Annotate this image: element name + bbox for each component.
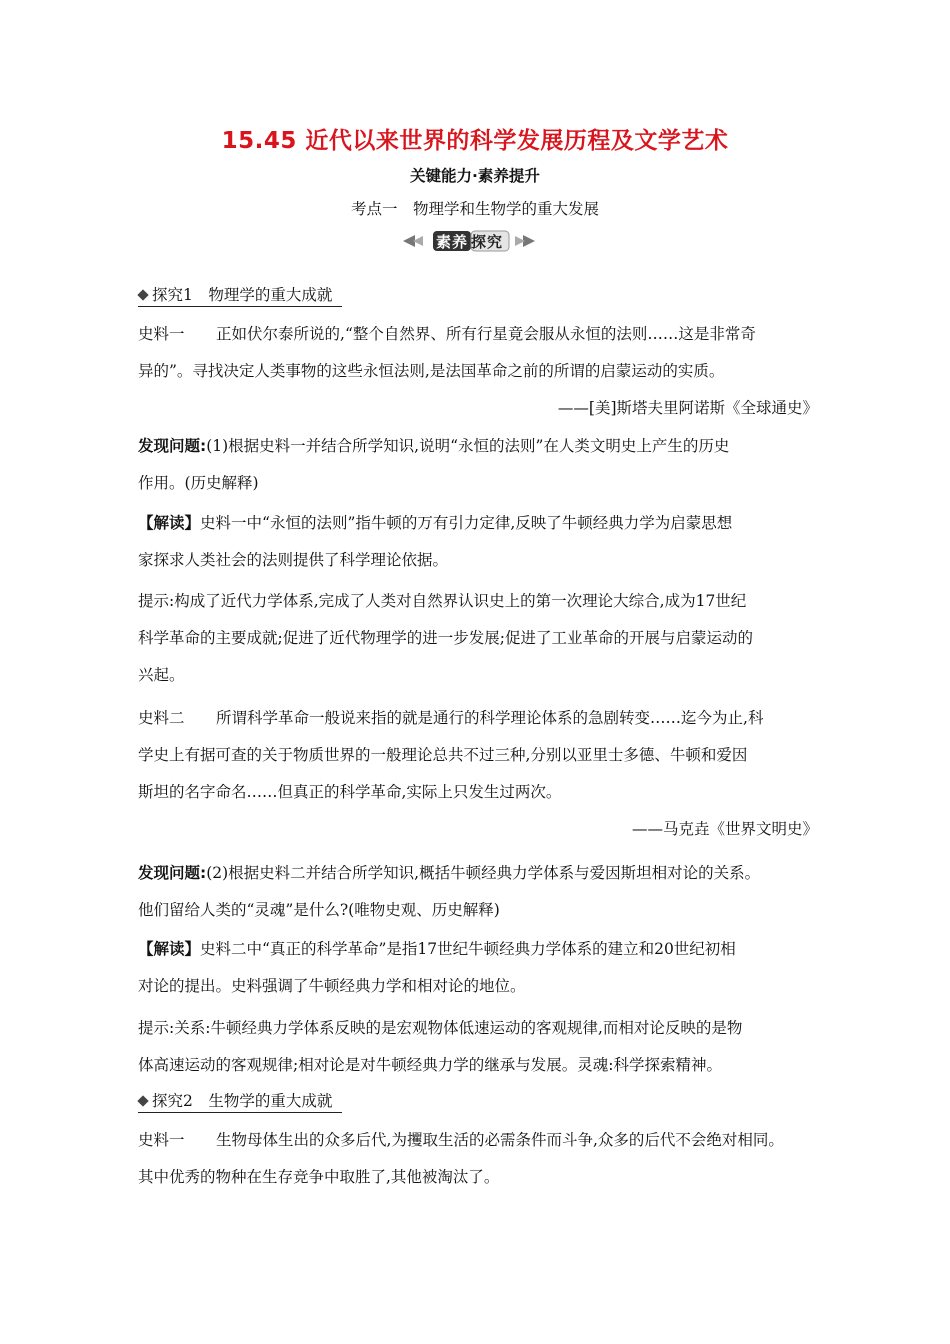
question-2: 发现问题:(2)根据史料二并结合所学知识,概括牛顿经典力学体系与爱因斯坦相对论的关系。 他们留给人类的“灵魂”是什么?(唯物史观、历史解释) xyxy=(138,864,761,919)
section-banner xyxy=(403,229,535,253)
source-1: 史料一 正如伏尔泰所说的,“整个自然界、所有行星竟会服从永恒的法则……这是非常奇 异的”。寻找决定人类事物的这些永恒法则,是法国革命之前的所谓的启蒙运动的实质。 ——[美]斯塔夫里阿诺斯《全球通史》 xyxy=(138,316,818,427)
hint-2: 提示:关系:牛顿经典力学体系反映的是宏观物体低速运动的客观规律,而相对论反映的是物 体高速运动的客观规律;相对论是对牛顿经典力学的继承与发展。灵魂:科学探索精神。 xyxy=(138,1019,743,1074)
banner-text xyxy=(436,231,503,252)
analysis-2: 【解读】史料二中“真正的科学革命”是指17世纪牛顿经典力学体系的建立和20世纪初相 对论的提出。史料强调了牛顿经典力学和相对论的地位。 xyxy=(138,940,736,995)
page-title: 15.45 近代以来世界的科学发展历程及文学艺术 xyxy=(221,128,729,154)
diamond-bullet-icon xyxy=(137,289,148,300)
section-heading-1: 探究1 物理学的重大成就 xyxy=(138,284,342,307)
question-1: 发现问题:(1)根据史料一并结合所学知识,说明“永恒的法则”在人类文明史上产生的历史 作用。(历史解释) xyxy=(138,437,730,492)
banner-left: 素养 xyxy=(436,233,469,251)
banner-right: 探究 xyxy=(471,233,504,251)
topic-heading: 考点一 物理学和生物学的重大发展 xyxy=(350,200,599,218)
subtitle: 关键能力·素养提升 xyxy=(410,167,540,185)
hint-1: 提示:构成了近代力学体系,完成了人类对自然界认识史上的第一次理论大综合,成为17世纪 科学革命的主要成就;促进了近代物理学的进一步发展;促进了工业革命的开展与启蒙运动的 兴起。 xyxy=(138,592,753,684)
source-2-citation: ——马克垚《世界文明史》 xyxy=(631,820,818,838)
source-3: 史料一 生物母体生出的众多后代,为攫取生活的必需条件而斗争,众多的后代不会绝对相同。 其中优秀的物种在生存竞争中取胜了,其他被淘汰了。 xyxy=(138,1131,784,1186)
section-heading-2: 探究2 生物学的重大成就 xyxy=(138,1090,342,1113)
source-2: 史料二 所谓科学革命一般说来指的就是通行的科学理论体系的急剧转变……迄今为止,科 学史上有据可查的关于物质世界的一般理论总共不过三种,分别以亚里士多德、牛顿和爱因 斯坦的名字命名……但真正的科学革命,实际上只发生过两次。 ——马克垚《世界文明史》 xyxy=(138,700,818,848)
analysis-1: 【解读】史料一中“永恒的法则”指牛顿的万有引力定律,反映了牛顿经典力学为启蒙思想 家探求人类社会的法则提供了科学理论依据。 xyxy=(138,514,733,569)
diamond-bullet-icon xyxy=(137,1095,148,1106)
source-1-citation: ——[美]斯塔夫里阿诺斯《全球通史》 xyxy=(557,399,818,417)
